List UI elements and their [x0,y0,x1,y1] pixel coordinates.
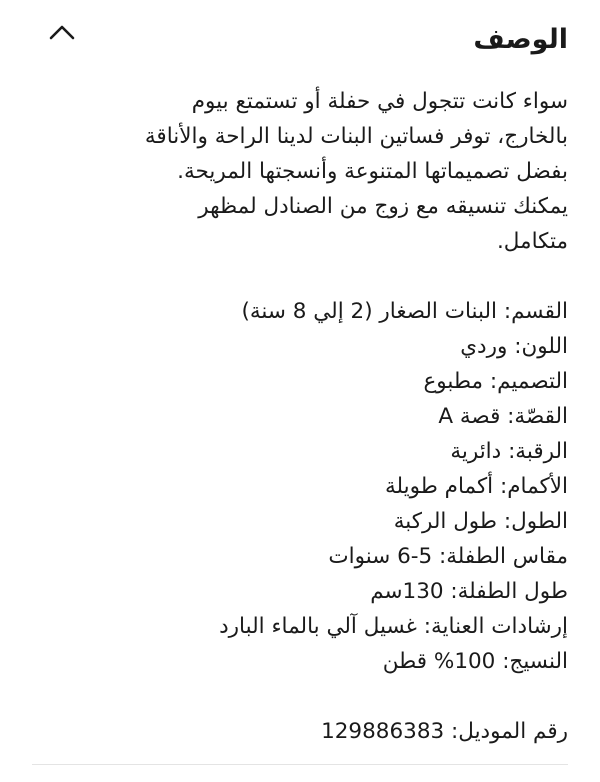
description-line: سواء كانت تتجول في حفلة أو تستمتع بيوم [191,89,568,114]
attribute-item: مقاس الطفلة: 5-6 سنوات [328,544,568,569]
section-header[interactable] [32,0,568,74]
section-title: الوصف [473,23,568,55]
attribute-list [32,294,568,679]
attribute-item: القصّة: قصة A [438,404,568,429]
attribute-item: الرقبة: دائرية [450,439,568,464]
model-number-label: رقم الموديل: [451,719,568,744]
model-number-value: 129886383 [321,719,445,744]
description-line: بالخارج، توفر فساتين البنات لدينا الراحة والأناقة [144,124,568,149]
attribute-item: اللون: وردي [460,334,568,359]
model-number [32,714,568,749]
attribute-item: النسيج: 100% قطن [382,649,568,674]
attribute-item: التصميم: مطبوع [423,369,568,394]
collapse-button[interactable] [38,8,86,56]
attribute-item: الأكمام: أكمام طويلة [384,474,568,499]
paragraph-spacer [32,259,568,294]
description-paragraph [32,84,568,259]
description-line: يمكنك تنسيقه مع زوج من الصنادل لمظهر [198,194,568,219]
attribute-item: طول الطفلة: 130سم [370,579,568,604]
chevron-up-icon [49,24,75,40]
description-line: بفضل تصميماتها المتنوعة وأنسجتها المريحة. [177,159,568,184]
attribute-item: إرشادات العناية: غسيل آلي بالماء البارد [219,614,568,639]
section-divider [32,764,568,765]
attribute-item: القسم: البنات الصغار (2 إلي 8 سنة) [241,299,568,324]
description-line: متكامل. [496,229,568,254]
attribute-item: الطول: طول الركبة [393,509,568,534]
description-body [32,84,568,749]
